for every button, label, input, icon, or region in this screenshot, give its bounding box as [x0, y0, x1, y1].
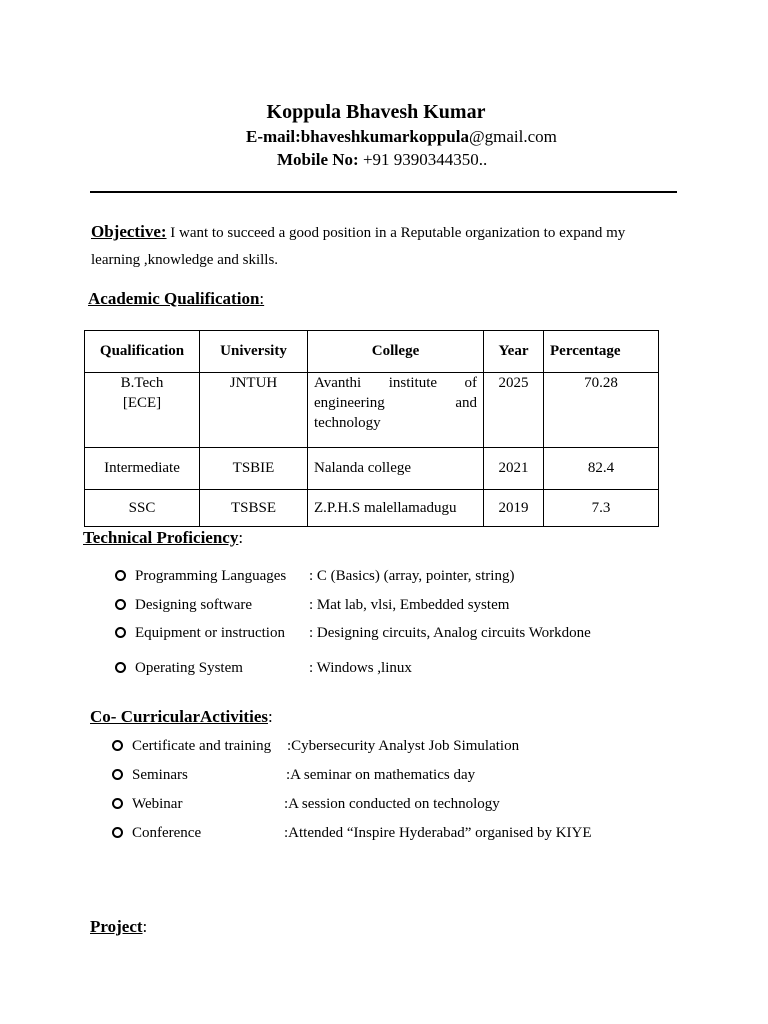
college-cell: Z.P.H.S malellamadugu [308, 490, 484, 527]
column-header: University [200, 331, 308, 373]
qualification-cell: Intermediate [85, 448, 200, 490]
email-line [246, 127, 557, 147]
email-label: E-mail: [246, 127, 301, 146]
skill-value: : Mat lab, vlsi, Embedded system [309, 597, 510, 613]
objective-text: I want to succeed a good position in a Reputable organization to expand my learning ,knowledge and skills. [91, 225, 626, 268]
column-header: College [308, 331, 484, 373]
qualification-line: [ECE] [122, 395, 162, 411]
table-row [85, 448, 659, 490]
cocurricular-heading-text: Co- CurricularActivities [90, 707, 268, 726]
bullet-icon [112, 827, 123, 838]
skill-value: : C (Basics) (array, pointer, string) [309, 568, 515, 584]
technical-heading [83, 528, 243, 548]
column-header: Year [484, 331, 544, 373]
table-header-row [85, 331, 659, 373]
qualification-cell [85, 373, 200, 448]
bullet-icon [115, 627, 126, 638]
activity-label: Seminars [132, 767, 188, 783]
percentage-cell: 70.28 [544, 373, 659, 448]
percentage-cell: 82.4 [544, 448, 659, 490]
university-cell: TSBSE [200, 490, 308, 527]
cocurricular-heading-colon: : [267, 707, 273, 726]
bullet-icon [115, 599, 126, 610]
skill-label: Equipment or instruction [135, 625, 285, 641]
academic-heading [88, 289, 264, 309]
bullet-icon [112, 769, 123, 780]
bullet-icon [112, 740, 123, 751]
bullet-icon [115, 662, 126, 673]
academic-heading-colon: : [259, 289, 265, 308]
table-row [85, 490, 659, 527]
year-cell: 2021 [484, 448, 544, 490]
college-cell: Nalanda college [308, 448, 484, 490]
objective-label: Objective: [91, 222, 167, 241]
activity-value: :A session conducted on technology [284, 796, 500, 812]
header-divider [90, 191, 677, 193]
university-cell: TSBIE [200, 448, 308, 490]
qualification-line: B.Tech [120, 375, 164, 391]
activity-label: Certificate and training [132, 738, 272, 754]
university-cell: JNTUH [200, 373, 308, 448]
bullet-icon [115, 570, 126, 581]
skill-label: Designing software [135, 597, 253, 613]
cocurricular-heading [90, 707, 273, 727]
skill-label: Programming Languages [135, 568, 287, 584]
mobile-value: +91 9390344350.. [358, 150, 488, 169]
skill-value: : Designing circuits, Analog circuits Workdone [309, 625, 591, 641]
academic-heading-text: Academic Qualification [88, 289, 260, 308]
activity-label: Webinar [132, 796, 183, 812]
column-header: Qualification [85, 331, 200, 373]
technical-heading-colon: : [238, 528, 244, 547]
qualification-cell: SSC [85, 490, 200, 527]
candidate-name: Koppula Bhavesh Kumar [266, 101, 486, 123]
activity-label: Conference [132, 825, 202, 841]
technical-heading-text: Technical Proficiency [83, 528, 239, 547]
skill-value: : Windows ,linux [309, 660, 412, 676]
mobile-label: Mobile No: [277, 150, 359, 169]
year-cell: 2025 [484, 373, 544, 448]
table-row [85, 373, 659, 448]
bullet-icon [112, 798, 123, 809]
project-heading-colon: : [142, 917, 148, 936]
activity-value: :Attended “Inspire Hyderabad” organised by KIYE [284, 825, 592, 841]
percentage-cell: 7.3 [544, 490, 659, 527]
objective-section [91, 218, 631, 274]
project-heading [90, 917, 147, 937]
project-heading-text: Project [90, 917, 143, 936]
skill-label: Operating System [135, 660, 243, 676]
year-cell: 2019 [484, 490, 544, 527]
college-cell: Avanthi institute of engineering and technology [308, 373, 484, 448]
academic-table [84, 330, 659, 527]
activity-value: :A seminar on mathematics day [286, 767, 476, 783]
email-user: bhaveshkumarkoppula [300, 127, 469, 146]
column-header: Percentage [544, 331, 659, 373]
email-domain: @gmail.com [468, 127, 557, 146]
mobile-line [277, 150, 487, 170]
activity-value: :Cybersecurity Analyst Job Simulation [287, 738, 520, 754]
